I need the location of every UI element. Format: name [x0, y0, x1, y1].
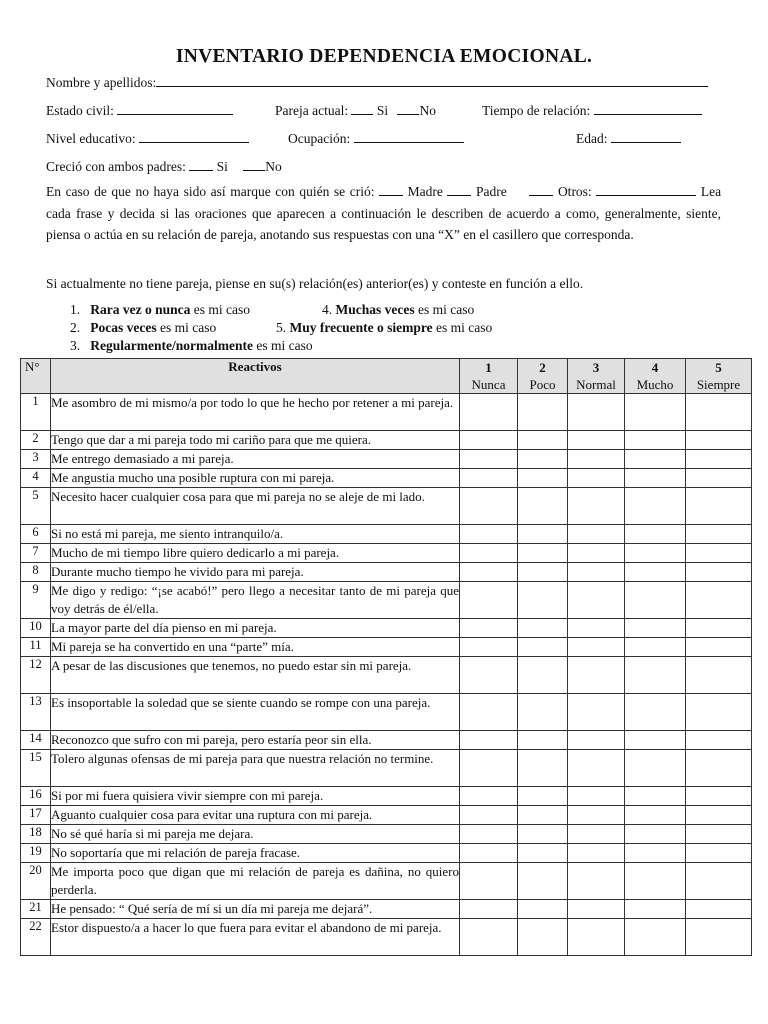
answer-cell-1[interactable] [460, 431, 518, 450]
option-2: 2. Pocas veces es mi caso [70, 320, 217, 335]
inventory-table [20, 358, 752, 956]
item-text: Reconozco que sufro con mi pareja, pero estaría peor sin ella. [51, 731, 460, 750]
table-row [21, 806, 752, 825]
education-row [46, 130, 249, 147]
answer-cell-5[interactable] [686, 750, 752, 787]
answer-cell-5[interactable] [686, 731, 752, 750]
item-number: 21 [21, 900, 51, 919]
item-text: Durante mucho tiempo he vivido para mi pareja. [51, 563, 460, 582]
table-row [21, 638, 752, 657]
occupation-label: Ocupación: [288, 131, 351, 146]
item-text: Tolero algunas ofensas de mi pareja para que nuestra relación no termine. [51, 750, 460, 787]
answer-cell-2[interactable] [518, 394, 568, 431]
answer-cell-3[interactable] [568, 750, 625, 787]
age-field[interactable] [611, 130, 681, 143]
table-row [21, 450, 752, 469]
table-row [21, 394, 752, 431]
answer-cell-4[interactable] [625, 787, 686, 806]
item-text: Estor dispuesto/a a hacer lo que fuera para evitar el abandono de mi pareja. [51, 919, 460, 956]
answer-cell-5[interactable] [686, 450, 752, 469]
table-row [21, 525, 752, 544]
answer-cell-5[interactable] [686, 563, 752, 582]
answer-cell-1[interactable] [460, 787, 518, 806]
item-text: Necesito hacer cualquier cosa para que mi pareja no se aleje de mi lado. [51, 488, 460, 525]
answer-cell-5[interactable] [686, 544, 752, 563]
answer-cell-2[interactable] [518, 731, 568, 750]
item-number: 12 [21, 657, 51, 694]
answer-cell-5[interactable] [686, 919, 752, 956]
answer-cell-3[interactable] [568, 431, 625, 450]
answer-cell-4[interactable] [625, 563, 686, 582]
table-row [21, 544, 752, 563]
answer-cell-3[interactable] [568, 900, 625, 919]
answer-cell-4[interactable] [625, 863, 686, 900]
partner-yes-label: Si [376, 103, 389, 118]
answer-cell-3[interactable] [568, 488, 625, 525]
answer-cell-5[interactable] [686, 525, 752, 544]
answer-cell-4[interactable] [625, 638, 686, 657]
answer-cell-1[interactable] [460, 900, 518, 919]
item-text: Tengo que dar a mi pareja todo mi cariño para que me quiera. [51, 431, 460, 450]
answer-cell-4[interactable] [625, 657, 686, 694]
parents-no-blank[interactable] [243, 158, 265, 171]
answer-cell-5[interactable] [686, 638, 752, 657]
answer-cell-3[interactable] [568, 563, 625, 582]
item-text: Me importa poco que digan que mi relación de pareja es dañina, no quiero perderla. [51, 863, 460, 900]
table-row [21, 488, 752, 525]
answer-cell-4[interactable] [625, 750, 686, 787]
answer-cell-4[interactable] [625, 694, 686, 731]
answer-cell-1[interactable] [460, 638, 518, 657]
relation-time-row [482, 102, 702, 119]
others-label: Otros: [557, 184, 592, 199]
answer-cell-1[interactable] [460, 825, 518, 844]
answer-cell-2[interactable] [518, 900, 568, 919]
answer-cell-2[interactable] [518, 787, 568, 806]
item-number: 5 [21, 488, 51, 525]
answer-cell-3[interactable] [568, 469, 625, 488]
answer-cell-5[interactable] [686, 582, 752, 619]
answer-cell-2[interactable] [518, 919, 568, 956]
item-number: 4 [21, 469, 51, 488]
item-number: 14 [21, 731, 51, 750]
answer-cell-2[interactable] [518, 863, 568, 900]
answer-cell-3[interactable] [568, 694, 625, 731]
item-text: Mi pareja se ha convertido en una “parte” mía. [51, 638, 460, 657]
answer-cell-4[interactable] [625, 431, 686, 450]
item-text: Mucho de mi tiempo libre quiero dedicarlo a mi pareja. [51, 544, 460, 563]
raised-by-text: En caso de que no haya sido así marque con quién se crió: [46, 184, 375, 199]
item-number: 17 [21, 806, 51, 825]
answer-cell-1[interactable] [460, 844, 518, 863]
answer-cell-1[interactable] [460, 619, 518, 638]
answer-cell-4[interactable] [625, 450, 686, 469]
item-number: 8 [21, 563, 51, 582]
answer-cell-2[interactable] [518, 544, 568, 563]
answer-cell-4[interactable] [625, 844, 686, 863]
item-text: A pesar de las discusiones que tenemos, no puedo estar sin mi pareja. [51, 657, 460, 694]
option-5: 5. Muy frecuente o siempre es mi caso [276, 320, 493, 335]
answer-cell-3[interactable] [568, 787, 625, 806]
table-row [21, 657, 752, 694]
parents-yes-blank[interactable] [189, 158, 213, 171]
table-row [21, 863, 752, 900]
item-text: Es insoportable la soledad que se siente cuando se rompe con una pareja. [51, 694, 460, 731]
answer-cell-5[interactable] [686, 844, 752, 863]
item-text: Me angustia mucho una posible ruptura con mi pareja. [51, 469, 460, 488]
answer-cell-2[interactable] [518, 488, 568, 525]
answer-cell-3[interactable] [568, 806, 625, 825]
name-label: Nombre y apellidos: [46, 75, 157, 90]
answer-cell-5[interactable] [686, 431, 752, 450]
answer-cell-1[interactable] [460, 750, 518, 787]
item-number: 1 [21, 394, 51, 431]
answer-cell-5[interactable] [686, 657, 752, 694]
answer-cell-4[interactable] [625, 919, 686, 956]
answer-cell-1[interactable] [460, 731, 518, 750]
answer-cell-5[interactable] [686, 825, 752, 844]
table-row [21, 731, 752, 750]
table-row [21, 919, 752, 956]
item-text: Si por mi fuera quisiera vivir siempre con mi pareja. [51, 787, 460, 806]
table-header-row [21, 359, 752, 394]
answer-cell-5[interactable] [686, 806, 752, 825]
answer-cell-5[interactable] [686, 619, 752, 638]
answer-cell-5[interactable] [686, 694, 752, 731]
no-partner-note: Si actualmente no tiene pareja, piense en su(s) relación(es) anterior(es) y conteste en función a ello. [46, 276, 584, 291]
table-row [21, 469, 752, 488]
scale-header-2: 2 Poco [518, 359, 568, 394]
table-row [21, 582, 752, 619]
partner-label: Pareja actual: [275, 103, 349, 118]
scale-header-3: 3 Normal [568, 359, 625, 394]
answer-cell-3[interactable] [568, 825, 625, 844]
relation-time-field[interactable] [594, 102, 702, 115]
table-row [21, 787, 752, 806]
relation-time-label: Tiempo de relación: [482, 103, 591, 118]
option-1: 1. Rara vez o nunca es mi caso [70, 302, 250, 317]
name-row [46, 74, 708, 91]
answer-cell-5[interactable] [686, 488, 752, 525]
civil-row [46, 102, 233, 119]
item-number: 19 [21, 844, 51, 863]
answer-cell-3[interactable] [568, 731, 625, 750]
answer-cell-2[interactable] [518, 750, 568, 787]
answer-cell-4[interactable] [625, 544, 686, 563]
answer-cell-4[interactable] [625, 394, 686, 431]
answer-cell-5[interactable] [686, 863, 752, 900]
answer-cell-1[interactable] [460, 544, 518, 563]
answer-cell-5[interactable] [686, 787, 752, 806]
item-number: 16 [21, 787, 51, 806]
item-text: La mayor parte del día pienso en mi pareja. [51, 619, 460, 638]
answer-cell-5[interactable] [686, 394, 752, 431]
parents-no-label: No [265, 159, 282, 174]
item-text: Me digo y redigo: “¡se acabó!” pero llego a necesitar tanto de mi pareja que voy detrás de él/ella. [51, 582, 460, 619]
table-row [21, 563, 752, 582]
scale-header-4: 4 Mucho [625, 359, 686, 394]
instructions-paragraph [46, 181, 721, 246]
answer-cell-5[interactable] [686, 469, 752, 488]
instructions-text: Lea cada frase y decida si las oraciones que aparecen a continuación le describen de acuerdo a como, generalmente, siente, piensa o actúa en su relación de pareja, anotando sus respuestas con una “X” en el casillero que corresponda. [46, 184, 722, 242]
answer-cell-4[interactable] [625, 525, 686, 544]
occupation-field[interactable] [354, 130, 464, 143]
item-number: 2 [21, 431, 51, 450]
item-number: 15 [21, 750, 51, 787]
education-label: Nivel educativo: [46, 131, 136, 146]
answer-cell-3[interactable] [568, 863, 625, 900]
table-row [21, 900, 752, 919]
answer-cell-2[interactable] [518, 582, 568, 619]
partner-no-blank[interactable] [397, 102, 419, 115]
answer-cell-4[interactable] [625, 582, 686, 619]
mother-blank[interactable] [379, 183, 403, 196]
table-row [21, 431, 752, 450]
answer-cell-2[interactable] [518, 638, 568, 657]
item-number: 11 [21, 638, 51, 657]
item-text: He pensado: “ Qué sería de mí si un día mi pareja me dejará”. [51, 900, 460, 919]
partner-no-label: No [419, 103, 436, 118]
answer-cell-4[interactable] [625, 806, 686, 825]
item-number: 3 [21, 450, 51, 469]
answer-cell-4[interactable] [625, 825, 686, 844]
answer-cell-4[interactable] [625, 900, 686, 919]
table-row [21, 844, 752, 863]
answer-cell-1[interactable] [460, 488, 518, 525]
answer-cell-1[interactable] [460, 394, 518, 431]
answer-cell-1[interactable] [460, 582, 518, 619]
item-text: Me entrego demasiado a mi pareja. [51, 450, 460, 469]
item-number: 9 [21, 582, 51, 619]
answer-cell-3[interactable] [568, 657, 625, 694]
item-text: No sé qué haría si mi pareja me dejara. [51, 825, 460, 844]
answer-cell-1[interactable] [460, 563, 518, 582]
mother-label: Madre [407, 184, 443, 199]
table-row [21, 750, 752, 787]
item-text: No soportaría que mi relación de pareja fracase. [51, 844, 460, 863]
answer-cell-2[interactable] [518, 525, 568, 544]
parents-row [46, 158, 282, 175]
answer-cell-2[interactable] [518, 657, 568, 694]
scale-header-1: 1 Nunca [460, 359, 518, 394]
document-title: INVENTARIO DEPENDENCIA EMOCIONAL. [175, 46, 593, 67]
answer-cell-5[interactable] [686, 900, 752, 919]
item-number: 20 [21, 863, 51, 900]
answer-cell-3[interactable] [568, 844, 625, 863]
others-field[interactable] [596, 183, 696, 196]
answer-cell-4[interactable] [625, 469, 686, 488]
item-number: 6 [21, 525, 51, 544]
father-label: Padre [476, 184, 507, 199]
item-number: 7 [21, 544, 51, 563]
answer-cell-1[interactable] [460, 469, 518, 488]
item-text: Aguanto cualquier cosa para evitar una ruptura con mi pareja. [51, 806, 460, 825]
answer-cell-3[interactable] [568, 919, 625, 956]
scale-header-5: 5 Siempre [686, 359, 752, 394]
answer-cell-1[interactable] [460, 863, 518, 900]
answer-cell-2[interactable] [518, 825, 568, 844]
answer-cell-4[interactable] [625, 488, 686, 525]
age-row [576, 130, 681, 147]
answer-cell-3[interactable] [568, 619, 625, 638]
answer-cell-1[interactable] [460, 657, 518, 694]
option-3: 3. Regularmente/normalmente es mi caso [70, 338, 313, 353]
education-field[interactable] [139, 130, 249, 143]
parents-label: Creció con ambos padres: [46, 159, 186, 174]
table-row [21, 619, 752, 638]
answer-cell-2[interactable] [518, 431, 568, 450]
answer-cell-2[interactable] [518, 563, 568, 582]
answer-cell-2[interactable] [518, 450, 568, 469]
answer-cell-1[interactable] [460, 450, 518, 469]
civil-label: Estado civil: [46, 103, 114, 118]
option-4: 4. Muchas veces es mi caso [322, 302, 475, 317]
item-number: 18 [21, 825, 51, 844]
answer-cell-1[interactable] [460, 806, 518, 825]
father-blank[interactable] [447, 183, 471, 196]
item-number: 13 [21, 694, 51, 731]
col-items-header: Reactivos [51, 359, 460, 394]
answer-cell-4[interactable] [625, 731, 686, 750]
parents-yes-label: Si [216, 159, 228, 174]
item-text: Si no está mi pareja, me siento intranquilo/a. [51, 525, 460, 544]
answer-cell-1[interactable] [460, 919, 518, 956]
age-label: Edad: [576, 131, 608, 146]
others-blank[interactable] [529, 183, 553, 196]
answer-cell-2[interactable] [518, 844, 568, 863]
occupation-row [288, 130, 464, 147]
name-field[interactable] [156, 74, 708, 87]
partner-yes-blank[interactable] [351, 102, 373, 115]
table-row [21, 825, 752, 844]
civil-field[interactable] [117, 102, 233, 115]
answer-cell-3[interactable] [568, 544, 625, 563]
item-number: 22 [21, 919, 51, 956]
col-number-header: N° [21, 359, 51, 394]
item-number: 10 [21, 619, 51, 638]
answer-cell-2[interactable] [518, 806, 568, 825]
answer-cell-3[interactable] [568, 394, 625, 431]
answer-cell-2[interactable] [518, 619, 568, 638]
answer-cell-2[interactable] [518, 469, 568, 488]
answer-cell-3[interactable] [568, 638, 625, 657]
answer-cell-3[interactable] [568, 525, 625, 544]
answer-cell-3[interactable] [568, 582, 625, 619]
answer-cell-4[interactable] [625, 619, 686, 638]
answer-cell-1[interactable] [460, 694, 518, 731]
answer-cell-2[interactable] [518, 694, 568, 731]
item-text: Me asombro de mi mismo/a por todo lo que he hecho por retener a mi pareja. [51, 394, 460, 431]
partner-row [275, 102, 436, 119]
table-row [21, 694, 752, 731]
answer-cell-3[interactable] [568, 450, 625, 469]
answer-cell-1[interactable] [460, 525, 518, 544]
